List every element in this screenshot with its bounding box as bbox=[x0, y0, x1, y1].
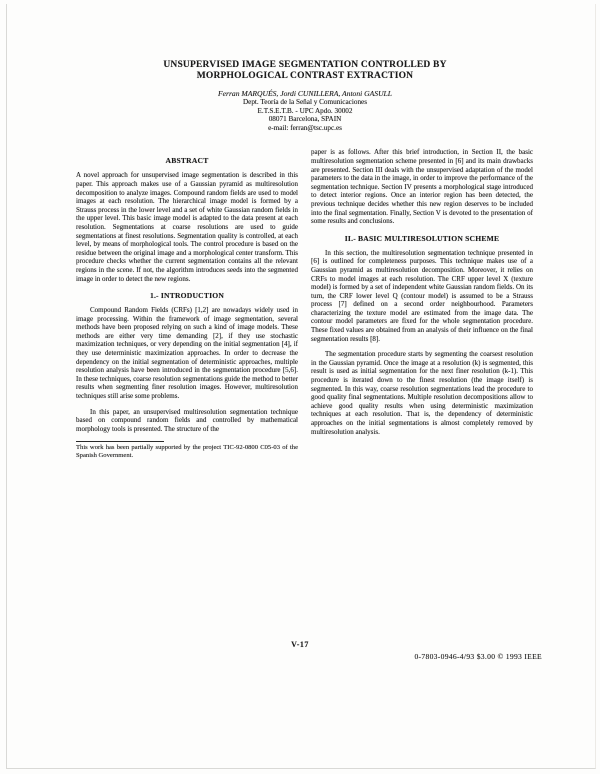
affiliation-school: E.T.S.E.T.B. - UPC Apdo. 30002 bbox=[257, 106, 353, 115]
footnote-rule bbox=[76, 441, 164, 442]
section2-paragraph-1: In this section, the multiresolution segmentation technique presented in [6] is outlined for completeness purposes. This technique makes use of a Gaussian pyramid as multiresolution decomposition. Moreover, it relies on CRFs to model images at each resolution. The CRF upper level X (texture model) is formed by a set of independent white Gaussian random fields. On its turn, the CRF lower level Q (contour model) is assumed to be a Strauss process [7] defined on a second order neighbourhood. Parameters characterizing the texture model are estimated from the image data. The contour model parameters are fixed for the whole segmentation procedure. These fixed values are obtained from an analysis of their influence on the final segmentation results [8]. bbox=[311, 248, 533, 343]
two-column-body bbox=[76, 148, 534, 460]
paper-title-line1: UNSUPERVISED IMAGE SEGMENTATION CONTROLLED BY bbox=[163, 60, 447, 70]
footnote-text: This work has been partially supported by the project TIC-92-0800 C05-03 of the Spanish Government. bbox=[76, 444, 298, 460]
affiliation-dept: Dept. Teoría de la Señal y Comunicaciones bbox=[242, 98, 368, 106]
paper-title-line2: MORPHOLOGICAL CONTRAST EXTRACTION bbox=[196, 71, 414, 81]
intro-paragraph-1: Compound Random Fields (CRFs) [1,2] are nowadays widely used in image processing. Within the framework of image segmentation, several methods have been proposed relying on such a kind of image models. These methods are either very time demanding [2], if they use stochastic maximization techniques, or very depending on the initial segmentation [4], if they use deterministic maximization approaches. In order to decrease the dependency on the initial segmentation of deterministic approaches, multiple resolution analysis have been introduced in the segmentation procedure [5,6]. In these techniques, coarse resolution segmentations guide the method to better results when segmenting finer resolution images. However, multiresolution techniques still arise some problems. bbox=[76, 306, 298, 401]
introduction-heading: 1.- INTRODUCTION bbox=[149, 291, 225, 301]
copyright-line: 0-7803-0946-4/93 $3.00 © 1993 IEEE bbox=[414, 652, 542, 661]
section2-paragraph-2: The segmentation procedure starts by segmenting the coarsest resolution in the Gaussian pyramid. Once the image at a resolution (k) is segmented, this result is used as initial segmentation for the next finer resolution (k-1). This procedure is iterated down to the finest resolution (the image itself) is segmented. In this way, coarse resolution segmentations lead the procedure to good quality final segmentations. Multiple resolution decompositions allow to achieve good quality results when using deterministic maximization techniques at each resolution. That is, the dependency of deterministic approaches on the initial segmentations is almost completely removed by multiresolution analysis. bbox=[311, 350, 533, 436]
abstract-paragraph: A novel approach for unsupervised image segmentation is described in this paper. This approach makes use of a Gaussian pyramid as multiresolution decomposition to analyze images. Compound random fields are used to model images at each resolution. The hierarchical image model is formed by a Strauss process in the lower level and a set of white Gaussian random fields in the upper level. This basic image model is adapted to the data present at each resolution. Segmentations at coarse resolutions are used to guide segmentations at finest resolutions. Segmentation quality is controlled, at each level, by means of morphological tools. The control procedure is based on the residue between the original image and a morphological center transform. This procedure checks whether the current segmentation contains all the relevant regions in the scene. If not, the algorithm introduces seeds into the segmented image in order to detect the new regions. bbox=[76, 171, 298, 283]
affiliation-city: 08071 Barcelona, SPAIN bbox=[268, 115, 342, 124]
footnote-block bbox=[76, 441, 298, 460]
abstract-heading: ABSTRACT bbox=[165, 156, 209, 166]
paper-content bbox=[76, 60, 534, 460]
section2-heading: II.- BASIC MULTIRESOLUTION SCHEME bbox=[344, 233, 500, 243]
column2-paragraph-1: paper is as follows. After this brief introduction, in Section II, the basic multiresolution segmentation scheme presented in [6] and its main drawbacks are presented. Section III deals with the unsupervised adaptation of the model parameters to the data in the image, in order to improve the performance of the segmentation technique. Section IV presents a morphological stage introduced to detect interior regions. Once an interior region has been detected, the previous technique decides whether this new region deserves to be included into the final segmentation. Finally, Section V is devoted to the presentation of some results and conclusions. bbox=[311, 148, 533, 226]
right-column bbox=[311, 148, 533, 460]
authors-line: Ferran MARQUÉS, Jordi CUNILLERA, Antoni GASULL bbox=[217, 89, 393, 98]
left-column bbox=[76, 148, 298, 460]
affiliation-email: e-mail: ferran@tsc.upc.es bbox=[268, 123, 342, 132]
page-number: V-17 bbox=[291, 640, 309, 649]
intro-paragraph-2: In this paper, an unsupervised multiresolution segmentation technique based on compound random fields and controlled by mathematical morphology tools is presented. The structure of the bbox=[76, 407, 298, 433]
